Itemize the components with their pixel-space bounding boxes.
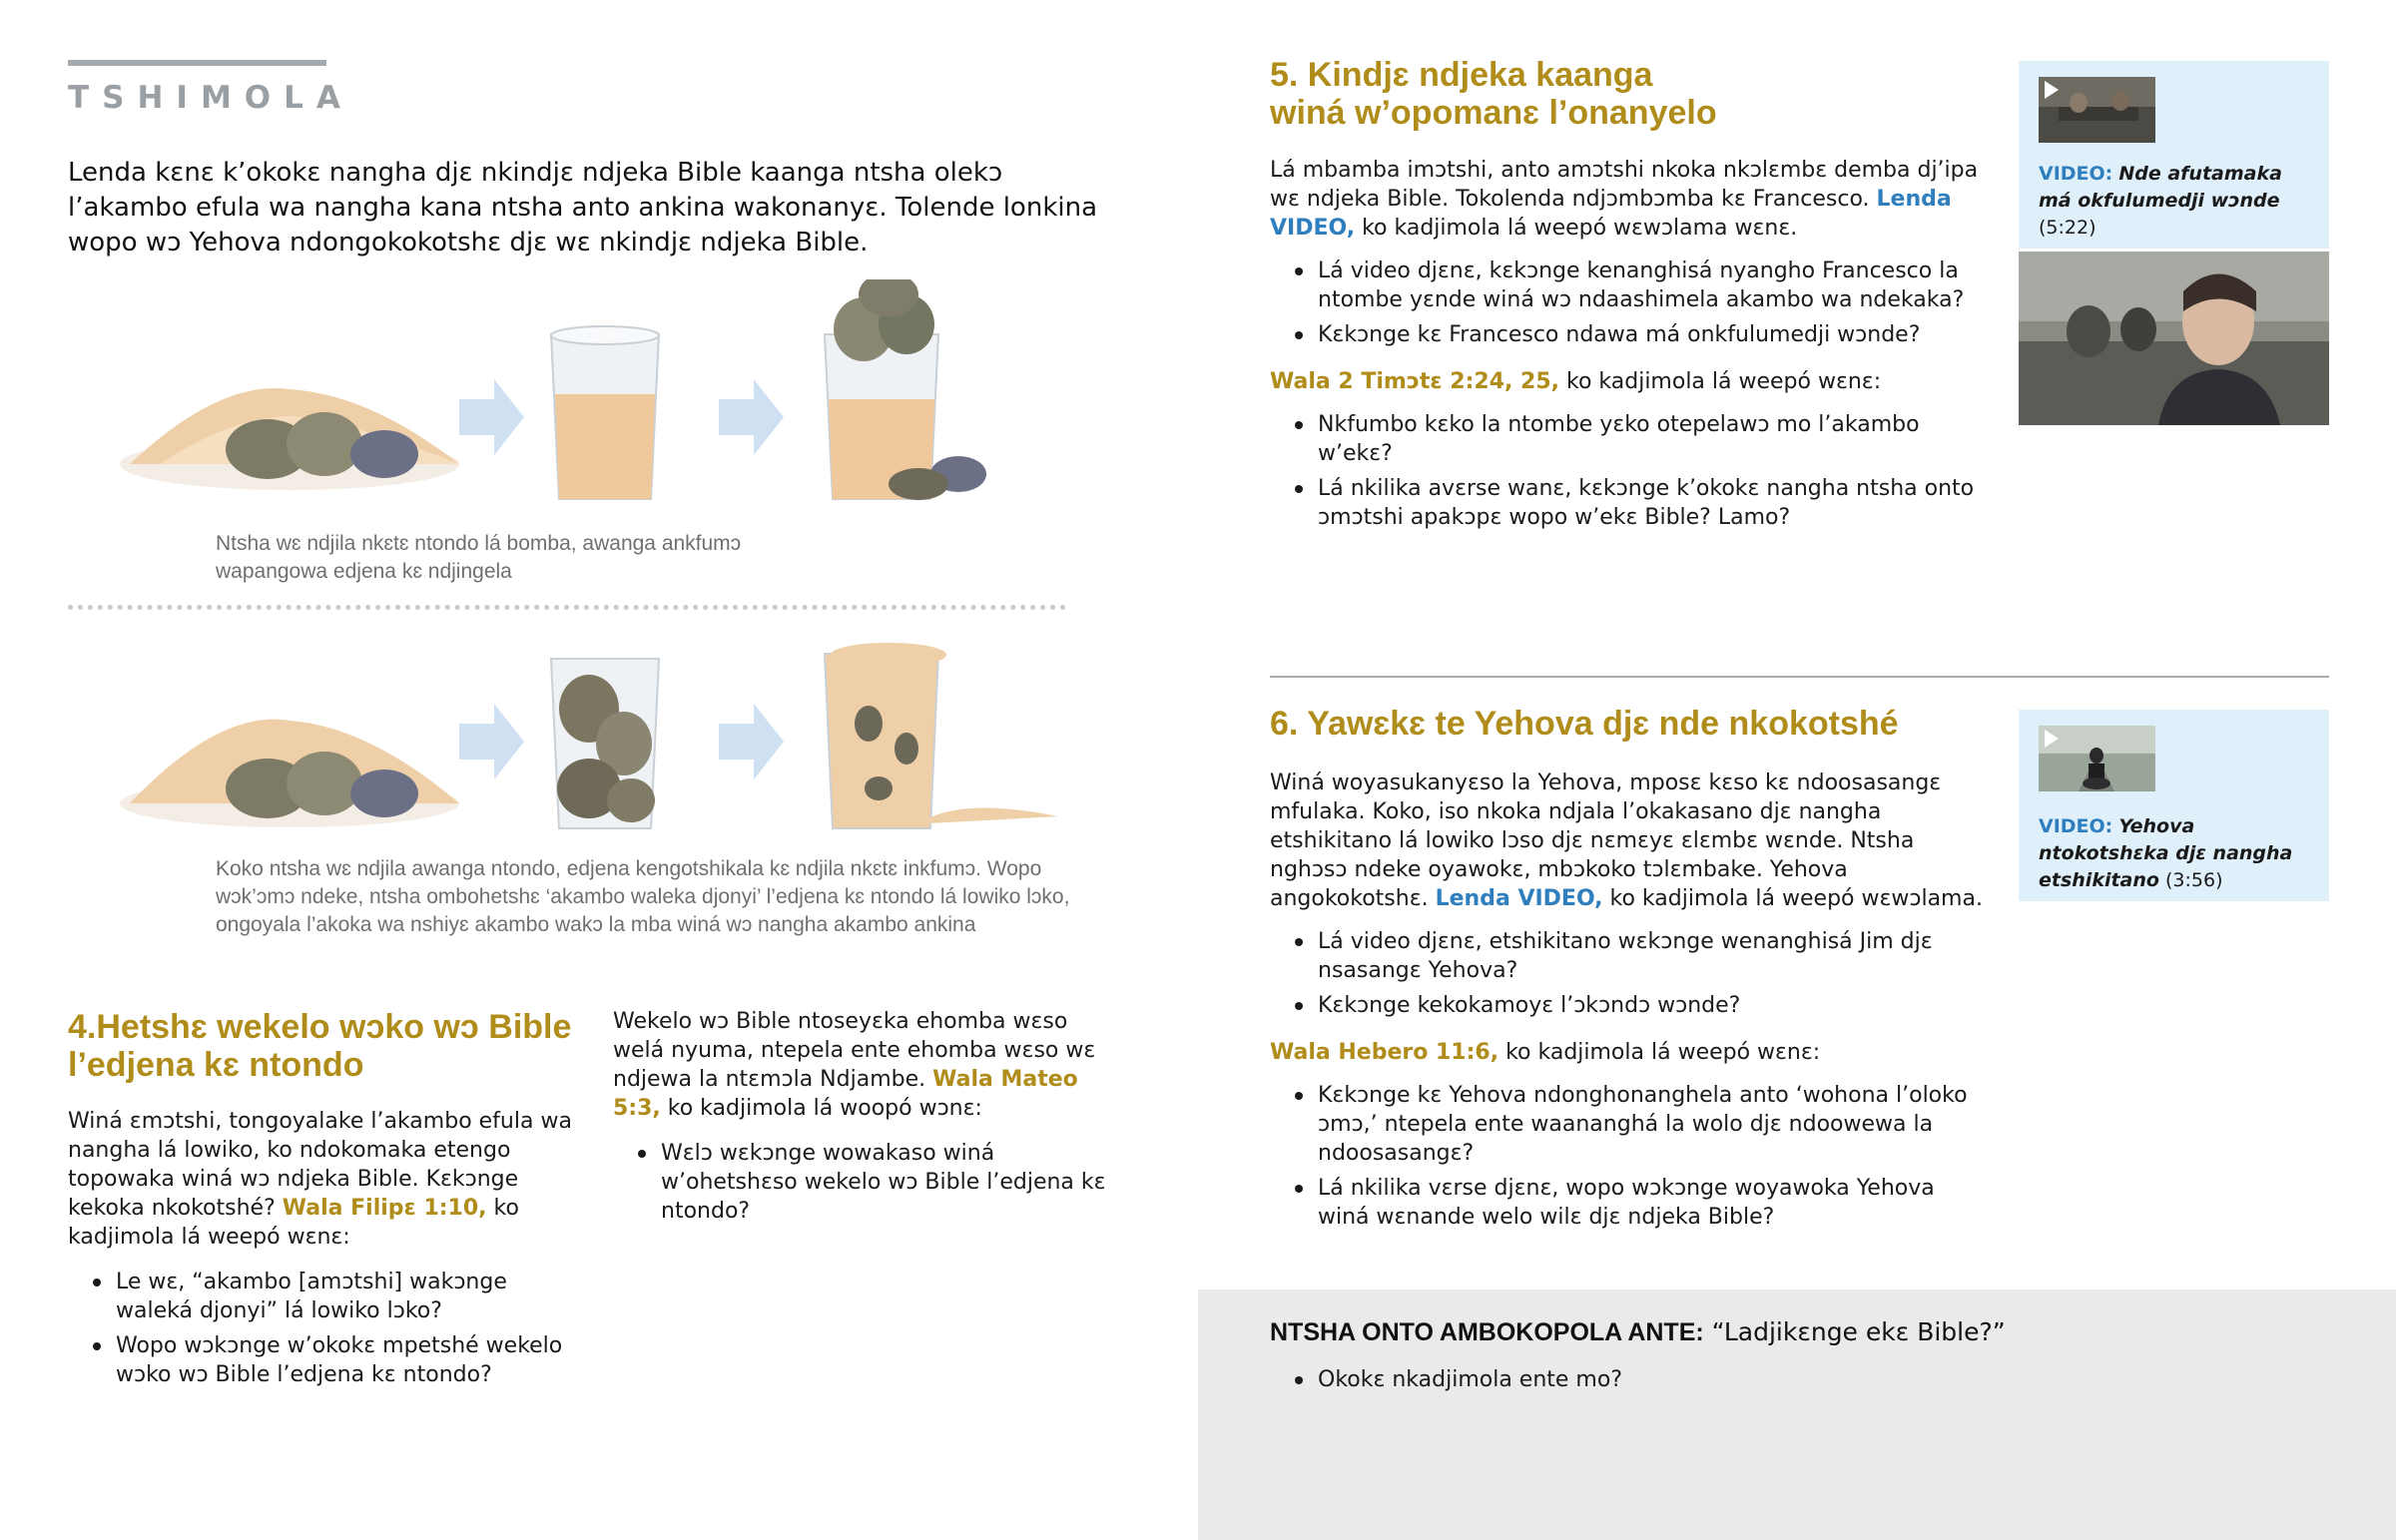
video-thumbnail[interactable]	[2039, 726, 2155, 791]
video-caption-section6	[2039, 813, 2318, 894]
video-still-image	[2019, 252, 2329, 425]
footer-quote: “Ladjikɛnge ekɛ Bible?”	[1703, 1317, 2006, 1346]
video-label: VIDEO:	[2039, 815, 2113, 837]
list-item: Nkfumbo kɛko la ntombe yɛko otepelawɔ mo l’akambo w’ekɛ?	[1270, 410, 1989, 468]
list-item: Lá video djɛnɛ, etshikitano wɛkɔnge wenanghisá Jim djɛ nsasangɛ Yehova?	[1270, 927, 1989, 985]
section6-video-link[interactable]: Lenda VIDEO,	[1435, 886, 1603, 911]
list-item: Okokɛ nkadjimola ente mo?	[1270, 1365, 2168, 1394]
section-divider	[1270, 676, 2329, 678]
list-item: Le wɛ, “akambo [amɔtshi] wakɔnge waleká djonyi” lá lowiko lɔko?	[68, 1268, 587, 1325]
intro-heading: TSHIMOLA	[68, 80, 353, 116]
illustration-caption-top: Ntsha wɛ ndjila nkɛtɛ ntondo lá bomba, awanga ankfumɔ wapangowa edjena kɛ ndjingela	[216, 532, 742, 583]
section6-title: 6. Yawɛkɛ te Yehova djɛ nde nkokotshé	[1270, 705, 1899, 743]
video-duration: (3:56)	[2165, 869, 2223, 891]
section6-read-tail: ko kadjimola lá weepó wɛnɛ:	[1498, 1040, 1821, 1065]
footer-heading-label: NTSHA ONTO AMBOKOPOLA ANTE:	[1270, 1318, 1704, 1346]
section5-video-link[interactable]: Lenda VIDEO,	[1270, 187, 1952, 241]
video-card-section6[interactable]	[2019, 710, 2329, 901]
section5-title-line1: 5. Kindjɛ ndjeka kaanga	[1270, 56, 1653, 94]
list-item: Wɛlɔ wɛkɔnge wowakaso winá w’ohetshɛso wekelo wɔ Bible l’edjena kɛ ntondo?	[613, 1139, 1117, 1226]
list-item: Lá video djɛnɛ, kɛkɔnge kenanghisá nyangho Francesco la ntombe yɛnde winá wɔ ndaashimela akambo wa ndekaka?	[1270, 257, 1989, 314]
illustration-rocks-first	[100, 629, 1088, 848]
video-label: VIDEO:	[2039, 163, 2113, 185]
section4-right-text: Wekelo wɔ Bible ntoseyɛka ehomba wɛso welá nyuma, ntepela ente ehomba wɛso wɛ ndjewa la ntɛmɔla Ndjambe.	[613, 1009, 1096, 1092]
section4-body	[68, 1107, 587, 1389]
section4-read-ref[interactable]: Wala Filipɛ 1:10,	[282, 1196, 487, 1221]
video-caption-section5	[2039, 161, 2318, 242]
footer-list	[1270, 1359, 2168, 1394]
section5-body-tail: ko kadjimola lá weepó wɛwɔlama wɛnɛ.	[1355, 216, 1798, 241]
section5-read-tail: ko kadjimola lá weepó wɛnɛ:	[1559, 369, 1882, 394]
section5-body	[1270, 156, 1989, 532]
video-thumbnail[interactable]	[2039, 77, 2155, 143]
section6-body	[1270, 769, 1989, 1232]
section6-body-tail: ko kadjimola lá weepó wɛwɔlama.	[1602, 886, 1983, 911]
section5-title	[1270, 56, 1969, 132]
list-item: Kɛkɔnge kekokamoyɛ l’ɔkɔndɔ wɔnde?	[1270, 991, 1989, 1020]
section4-body-text: Winá ɛmɔtshi, tongoyalake l’akambo efula wa nangha lá lowiko, ko ndokomaka etengo topowaka winá wɔ ndjeka Bible. Kɛkɔnge kekoka nkokotshé?	[68, 1109, 572, 1221]
section4-read-tail: ko kadjimola lá weepó wɛnɛ:	[68, 1196, 519, 1250]
section4-right-ref[interactable]: Wala Mateo 5:3,	[613, 1067, 1078, 1121]
section5-title-line2: winá w’opomanɛ l’onanyelo	[1270, 94, 1717, 132]
illustration-caption-bottom: Koko ntsha wɛ ndjila awanga ntondo, edjena kengotshikala kɛ ndjila nkɛtɛ inkfumɔ. Wopo wɔk’ɔmɔ ndeke, ntsha ombohetshɛ ‘akambo waleka djonyi’ l’edjena kɛ ntondo lá lowiko lɔko, ongoyala l’akoka wa nshiyɛ akambo wakɔ la mba winá wɔ nangha akambo ankina	[216, 857, 1070, 936]
dotted-divider	[68, 605, 1066, 610]
video-still-photo	[2019, 252, 2329, 425]
list-item: Kɛkɔnge kɛ Francesco ndawa má onkfulumedji wɔnde?	[1270, 320, 1989, 349]
section6-body-text: Winá woyasukanyɛso la Yehova, mposɛ kɛso kɛ ndoosasangɛ mfulaka. Koko, iso nkoka ndjala l’okakasano djɛ nangha etshikitano lá lowiko lɔso djɛ nɛmɛyɛ ɛlɛmbɛ wɛnde. Ntsha nghɔsɔ ndeke oyawokɛ, mbɔkoko tɔlɛmbake. Yehova angokokotshɛ.	[1270, 770, 1942, 911]
intro-rule	[68, 60, 326, 66]
video-title: Yehova ntokotshɛka djɛ nangha etshikitano	[2039, 815, 2293, 891]
video-duration: (5:22)	[2039, 217, 2096, 239]
list-item: Kɛkɔnge kɛ Yehova ndonghonanghela anto ‘wohona l’oloko ɔmɔ,’ ntepela ente waananghá la wolo djɛ ndoowewa la ndoosasangɛ?	[1270, 1081, 1989, 1168]
section5-read-ref[interactable]: Wala 2 Timɔtɛ 2:24, 25,	[1270, 369, 1559, 394]
section4-right-tail: ko kadjimola lá woopó wɔnɛ:	[660, 1096, 982, 1121]
intro-paragraph: Lenda kɛnɛ k’okokɛ nangha djɛ nkindjɛ ndjeka Bible kaanga ntsha olekɔ l’akambo efula wa nangha kana ntsha anto ankina wakonanyɛ. Tolende lonkina wopo wɔ Yehova ndongokokotshɛ djɛ wɛ nkindjɛ ndjeka Bible.	[68, 158, 1098, 257]
list-item: Lá nkilika vɛrse djɛnɛ, wopo wɔkɔnge woyawoka Yehova winá wɛnande welo wilɛ djɛ ndjeka Bible?	[1270, 1174, 1989, 1232]
video-card-section5[interactable]	[2019, 61, 2329, 249]
section6-read-ref[interactable]: Wala Hebero 11:6,	[1270, 1040, 1499, 1065]
play-icon	[2045, 81, 2059, 99]
list-item: Lá nkilika avɛrse wanɛ, kɛkɔnge k’okokɛ nangha ntsha onto ɔmɔtshi apakɔpɛ wopo w’ekɛ Bible? Lamo?	[1270, 474, 1989, 532]
section4-right-column	[613, 1007, 1117, 1226]
list-item: Wopo wɔkɔnge w’okokɛ mpetshé wekelo wɔko wɔ Bible l’edjena kɛ ntondo?	[68, 1331, 587, 1389]
illustration-sand-first	[100, 279, 1088, 519]
section5-body-text: Lá mbamba imɔtshi, anto amɔtshi nkoka nkɔlɛmbɛ demba dj’ipa wɛ ndjeka Bible. Tokolenda ndjɔmbɔmba kɛ Francesco.	[1270, 158, 1979, 212]
footer-heading	[1270, 1317, 2006, 1347]
section4-title: 4.Hetshɛ wekelo wɔko wɔ Bible l’edjena kɛ ntondo	[68, 1008, 572, 1084]
video-title: Nde afutamaka má okfulumedji wɔnde	[2039, 163, 2282, 212]
play-icon	[2045, 730, 2059, 748]
